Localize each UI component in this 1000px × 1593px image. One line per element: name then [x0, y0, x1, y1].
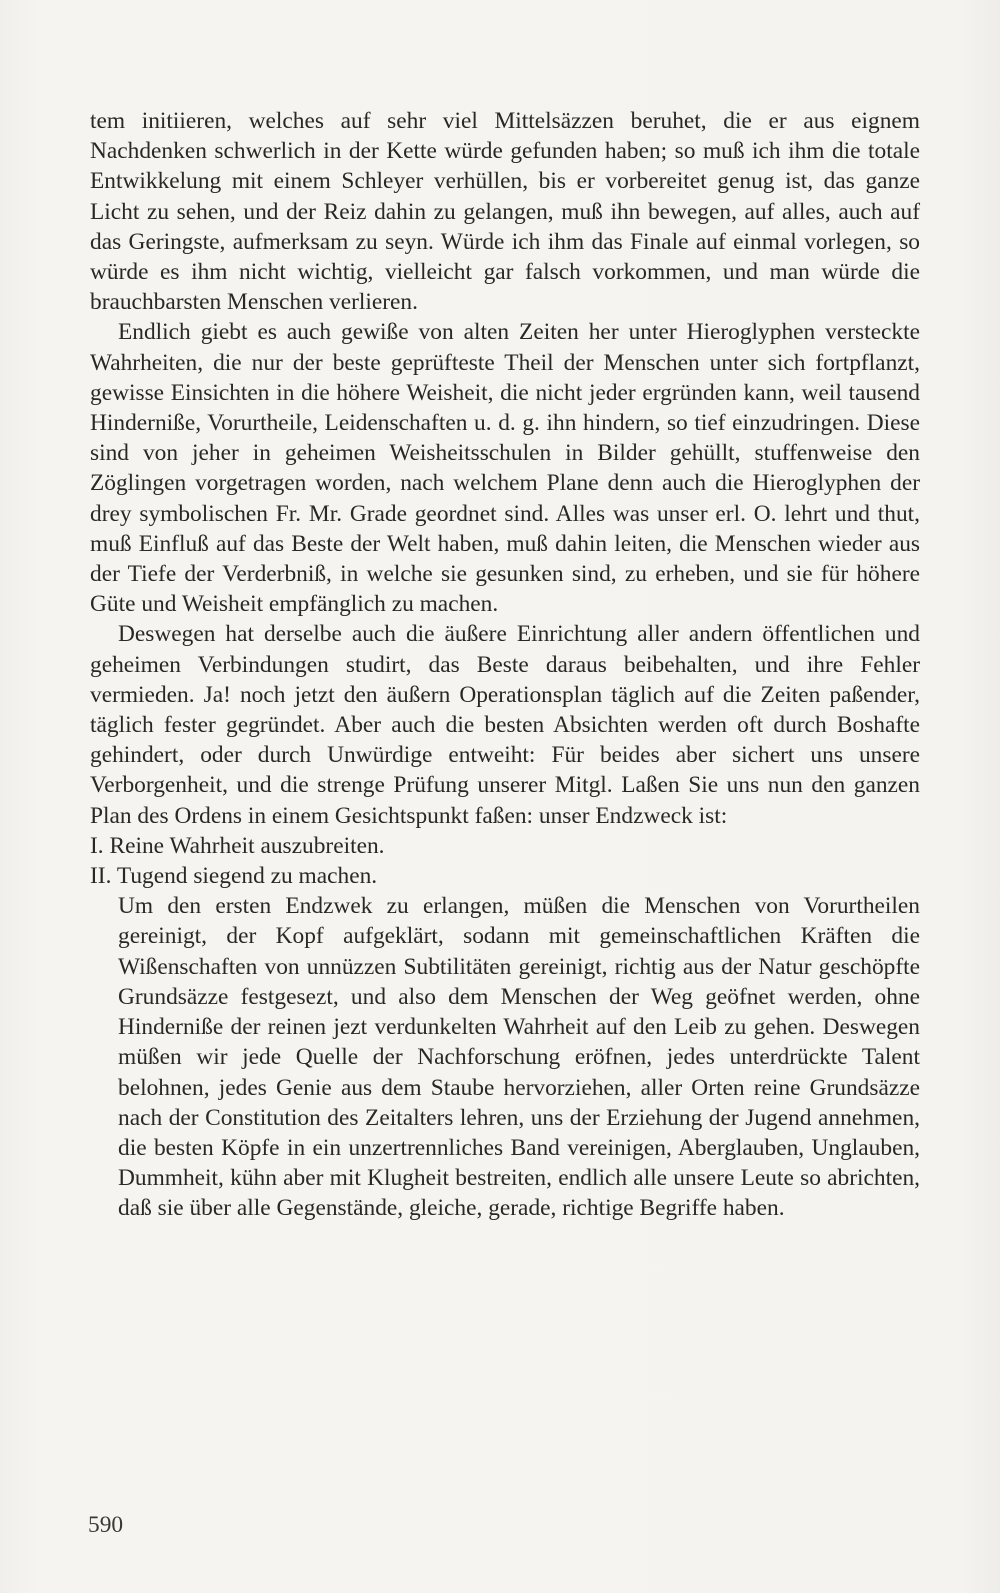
paragraph-hieroglyphs: Endlich giebt es auch gewiße von alten Zeiten her unter Hieroglyphen versteckte Wahrheiten, die nur der beste geprüfteste Theil der Menschen unter sich fortpflanzt, gewisse Einsichten in die höhere Weisheit, die nicht jeder ergründen kann, weil tausend Hinderniße, Vorurtheile, Leidenschaften u. d. g. ihn hindern, so tief einzudringen. Diese sind von jeher in geheimen Weisheitsschulen in Bilder gehüllt, stuffenweise den Zöglingen vorgetragen worden, nach welchem Plane denn auch die Hieroglyphen der drey symbolischen Fr. Mr. Grade geordnet sind. Alles was unser erl. O. lehrt und thut, muß Einfluß auf das Beste der Welt haben, muß dahin leiten, die Menschen wieder aus der Tiefe der Verderbniß, in welche sie gesunken sind, zu erheben, und sie für höhere Güte und Weisheit empfänglich zu machen.: [90, 319, 920, 618]
paragraph-continuation: tem initiieren, welches auf sehr viel Mittelsäzzen beruhet, die er aus eignem Nachdenken schwerlich in der Kette würde gefunden haben; so muß ich ihm die totale Entwikkelung mit einem Schleyer verhüllen, bis er vorbereitet genug ist, das ganze Licht zu sehen, und der Reiz dahin zu gelangen, muß ihn bewegen, auf alles, auch auf das Geringste, aufmerksam zu seyn. Würde ich ihm das Finale auf einmal vorlegen, so würde es ihm nicht wichtig, vielleicht gar falsch vorkommen, und man würde die brauchbarsten Menschen verlieren.: [90, 108, 920, 316]
paragraph-organisation: Deswegen hat derselbe auch die äußere Einrichtung aller andern öffentlichen und geheimen Verbindungen studirt, das Beste daraus beibehalten, und ihre Fehler vermieden. Ja! noch jetzt den äußern Operationsplan täglich auf die Zeiten paßender, täglich fester gegründet. Aber auch die besten Absichten werden oft durch Boshafte gehindert, oder durch Unwürdige entweiht: Für beides aber sichert uns unsere Verborgenheit, und die strenge Prüfung unserer Mitgl. Laßen Sie uns nun den ganzen Plan des Ordens in einem Gesichtspunkt faßen: unser Endzweck ist:: [90, 621, 920, 829]
body-text: [90, 106, 920, 1224]
page-number: 590: [88, 1512, 124, 1538]
paragraph-first-goal: Um den ersten Endzwek zu erlangen, müßen die Menschen von Vorurtheilen gereinigt, der Kopf aufgeklärt, sodann mit gemeinschaftlichen Kräften die Wißenschaften von unnüzzen Subtilitäten gereinigt, richtig aus der Natur geschöpfte Grundsäzze festgesezt, und also dem Menschen der Weg geöfnet werden, ohne Hinderniße der reinen jezt verdunkelten Wahrheit auf den Leib zu gehen. Deswegen müßen wir jede Quelle der Nachforschung eröfnen, jedes unterdrückte Talent belohnen, jedes Genie aus dem Staube hervorziehen, aller Orten reine Grundsäzze nach der Constitution des Zeitalters lehren, uns der Erziehung der Jugend annehmen, die besten Köpfe in ein unzertrennliches Band vereinigen, Aberglauben, Unglauben, Dummheit, kühn aber mit Klugheit bestreiten, endlich alle unsere Leute so abrichten, daß sie über alle Gegenstände, gleiche, gerade, richtige Begriffe haben.: [118, 893, 920, 1222]
goal-item-one: I. Reine Wahrheit auszubreiten.: [90, 832, 385, 859]
goal-item-two: II. Tugend siegend zu machen.: [90, 863, 378, 890]
